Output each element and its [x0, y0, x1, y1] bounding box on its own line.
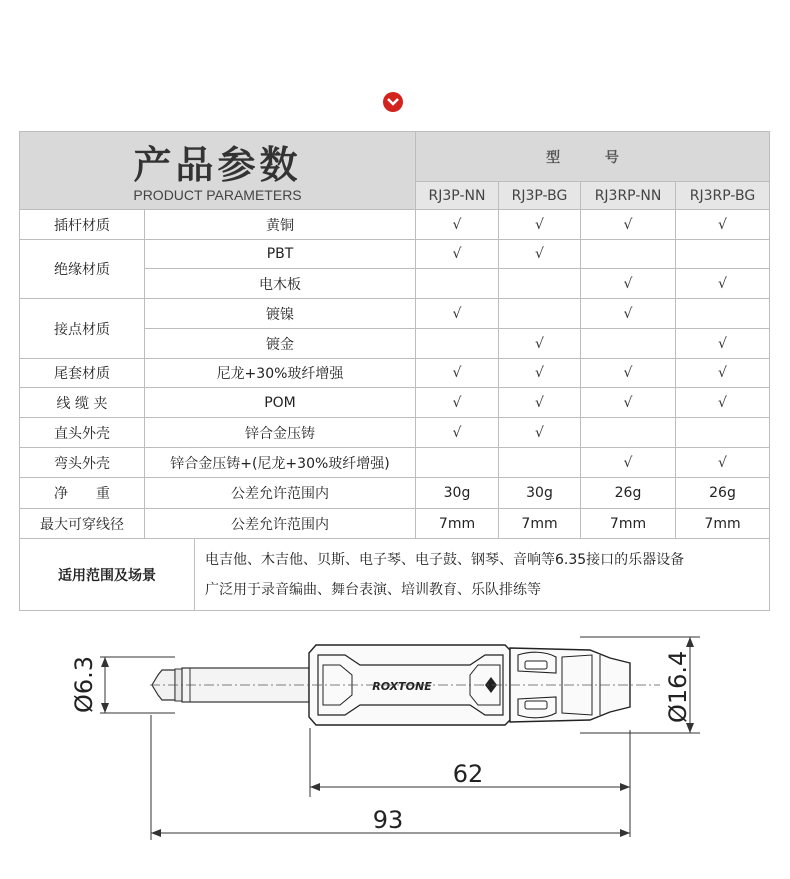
- title-cell: [20, 132, 416, 210]
- model-header: RJ3P-NN: [416, 182, 499, 210]
- cell: [581, 240, 676, 269]
- brand-logo: ROXTONE: [372, 680, 432, 693]
- row-desc: 黄铜: [145, 210, 416, 240]
- arrow-icon: [686, 637, 694, 647]
- cell: √: [581, 359, 676, 388]
- table-row: [20, 478, 770, 509]
- cell: [416, 329, 499, 359]
- cell: 26g: [581, 478, 676, 509]
- dim-93-label: 93: [372, 806, 404, 834]
- cell: √: [499, 329, 581, 359]
- cell: [676, 299, 770, 329]
- cell: [499, 299, 581, 329]
- cell: √: [416, 210, 499, 240]
- scenario-text: [195, 539, 770, 611]
- cell: √: [499, 359, 581, 388]
- tail-slot: [525, 661, 547, 669]
- cell: [416, 448, 499, 478]
- page-title: 产品参数: [133, 142, 302, 187]
- arrow-icon: [620, 829, 630, 837]
- table-row: [20, 359, 770, 388]
- cell: √: [581, 448, 676, 478]
- cell: 7mm: [676, 509, 770, 539]
- cell: √: [581, 269, 676, 299]
- dim-62-label: 62: [452, 760, 484, 788]
- row-desc: 尼龙+30%玻纤增强: [145, 359, 416, 388]
- row-desc: 镀镍: [145, 299, 416, 329]
- chevron-down-badge: [383, 92, 403, 112]
- row-label: 接点材质: [20, 299, 145, 359]
- cell: √: [581, 388, 676, 418]
- row-label: 净 重: [20, 478, 145, 509]
- chevron-down-icon: [387, 97, 399, 107]
- cell: [499, 448, 581, 478]
- row-desc: POM: [145, 388, 416, 418]
- cell: [676, 240, 770, 269]
- table-row: [20, 240, 770, 269]
- cell: √: [416, 240, 499, 269]
- table-row: [20, 299, 770, 329]
- cell: [581, 329, 676, 359]
- cell: √: [676, 448, 770, 478]
- model-header: RJ3RP-NN: [581, 182, 676, 210]
- cell: √: [416, 418, 499, 448]
- cell: √: [676, 388, 770, 418]
- row-desc: 公差允许范围内: [145, 509, 416, 539]
- cell: √: [676, 329, 770, 359]
- arrow-icon: [310, 783, 320, 791]
- row-desc: 锌合金压铸: [145, 418, 416, 448]
- cell: √: [676, 269, 770, 299]
- model-header: RJ3RP-BG: [676, 182, 770, 210]
- arrow-icon: [101, 657, 109, 667]
- cell: 30g: [416, 478, 499, 509]
- tail-slot: [525, 701, 547, 709]
- dim-body-label: Ø16.4: [664, 650, 692, 723]
- row-label: 尾套材质: [20, 359, 145, 388]
- table-row: [20, 448, 770, 478]
- dim-tip-label: Ø6.3: [70, 655, 98, 713]
- cell: √: [499, 388, 581, 418]
- model-header: RJ3P-BG: [499, 182, 581, 210]
- cell: [676, 418, 770, 448]
- row-desc: 镀金: [145, 329, 416, 359]
- row-label: 插杆材质: [20, 210, 145, 240]
- cell: [416, 269, 499, 299]
- arrow-icon: [151, 829, 161, 837]
- row-label: 绝缘材质: [20, 240, 145, 299]
- row-desc: 公差允许范围内: [145, 478, 416, 509]
- table-row: [20, 418, 770, 448]
- table-row: [20, 388, 770, 418]
- scenario-line-1: 电吉他、木吉他、贝斯、电子琴、电子鼓、钢琴、音响等6.35接口的乐器设备: [205, 551, 685, 568]
- cell: [581, 418, 676, 448]
- scenario-table: [19, 538, 770, 611]
- cell: √: [416, 388, 499, 418]
- row-desc: 电木板: [145, 269, 416, 299]
- row-desc: 锌合金压铸+(尼龙+30%玻纤增强): [145, 448, 416, 478]
- row-label: 线 缆 夹: [20, 388, 145, 418]
- cell: √: [499, 210, 581, 240]
- cell: √: [581, 210, 676, 240]
- row-desc: PBT: [145, 240, 416, 269]
- cell: [499, 269, 581, 299]
- scenario-line-2: 广泛用于录音编曲、舞台表演、培训教育、乐队排练等: [205, 581, 541, 598]
- cell: √: [676, 210, 770, 240]
- table-row: [20, 509, 770, 539]
- table-row: [20, 210, 770, 240]
- scenario-label: 适用范围及场景: [20, 539, 195, 611]
- page-subtitle: PRODUCT PARAMETERS: [133, 186, 302, 203]
- cell: 7mm: [416, 509, 499, 539]
- arrow-icon: [686, 723, 694, 733]
- model-group-header: 型 号: [416, 132, 770, 182]
- row-label: 弯头外壳: [20, 448, 145, 478]
- row-label: 最大可穿线径: [20, 509, 145, 539]
- plug-dimension-drawing: [0, 615, 790, 879]
- cell: √: [499, 418, 581, 448]
- cell: √: [499, 240, 581, 269]
- cell: 7mm: [499, 509, 581, 539]
- cell: √: [416, 299, 499, 329]
- spec-table: [19, 131, 770, 539]
- cell: √: [416, 359, 499, 388]
- row-label: 直头外壳: [20, 418, 145, 448]
- cell: √: [581, 299, 676, 329]
- arrow-icon: [620, 783, 630, 791]
- arrow-icon: [101, 703, 109, 713]
- cell: 30g: [499, 478, 581, 509]
- cell: 7mm: [581, 509, 676, 539]
- cell: 26g: [676, 478, 770, 509]
- cell: √: [676, 359, 770, 388]
